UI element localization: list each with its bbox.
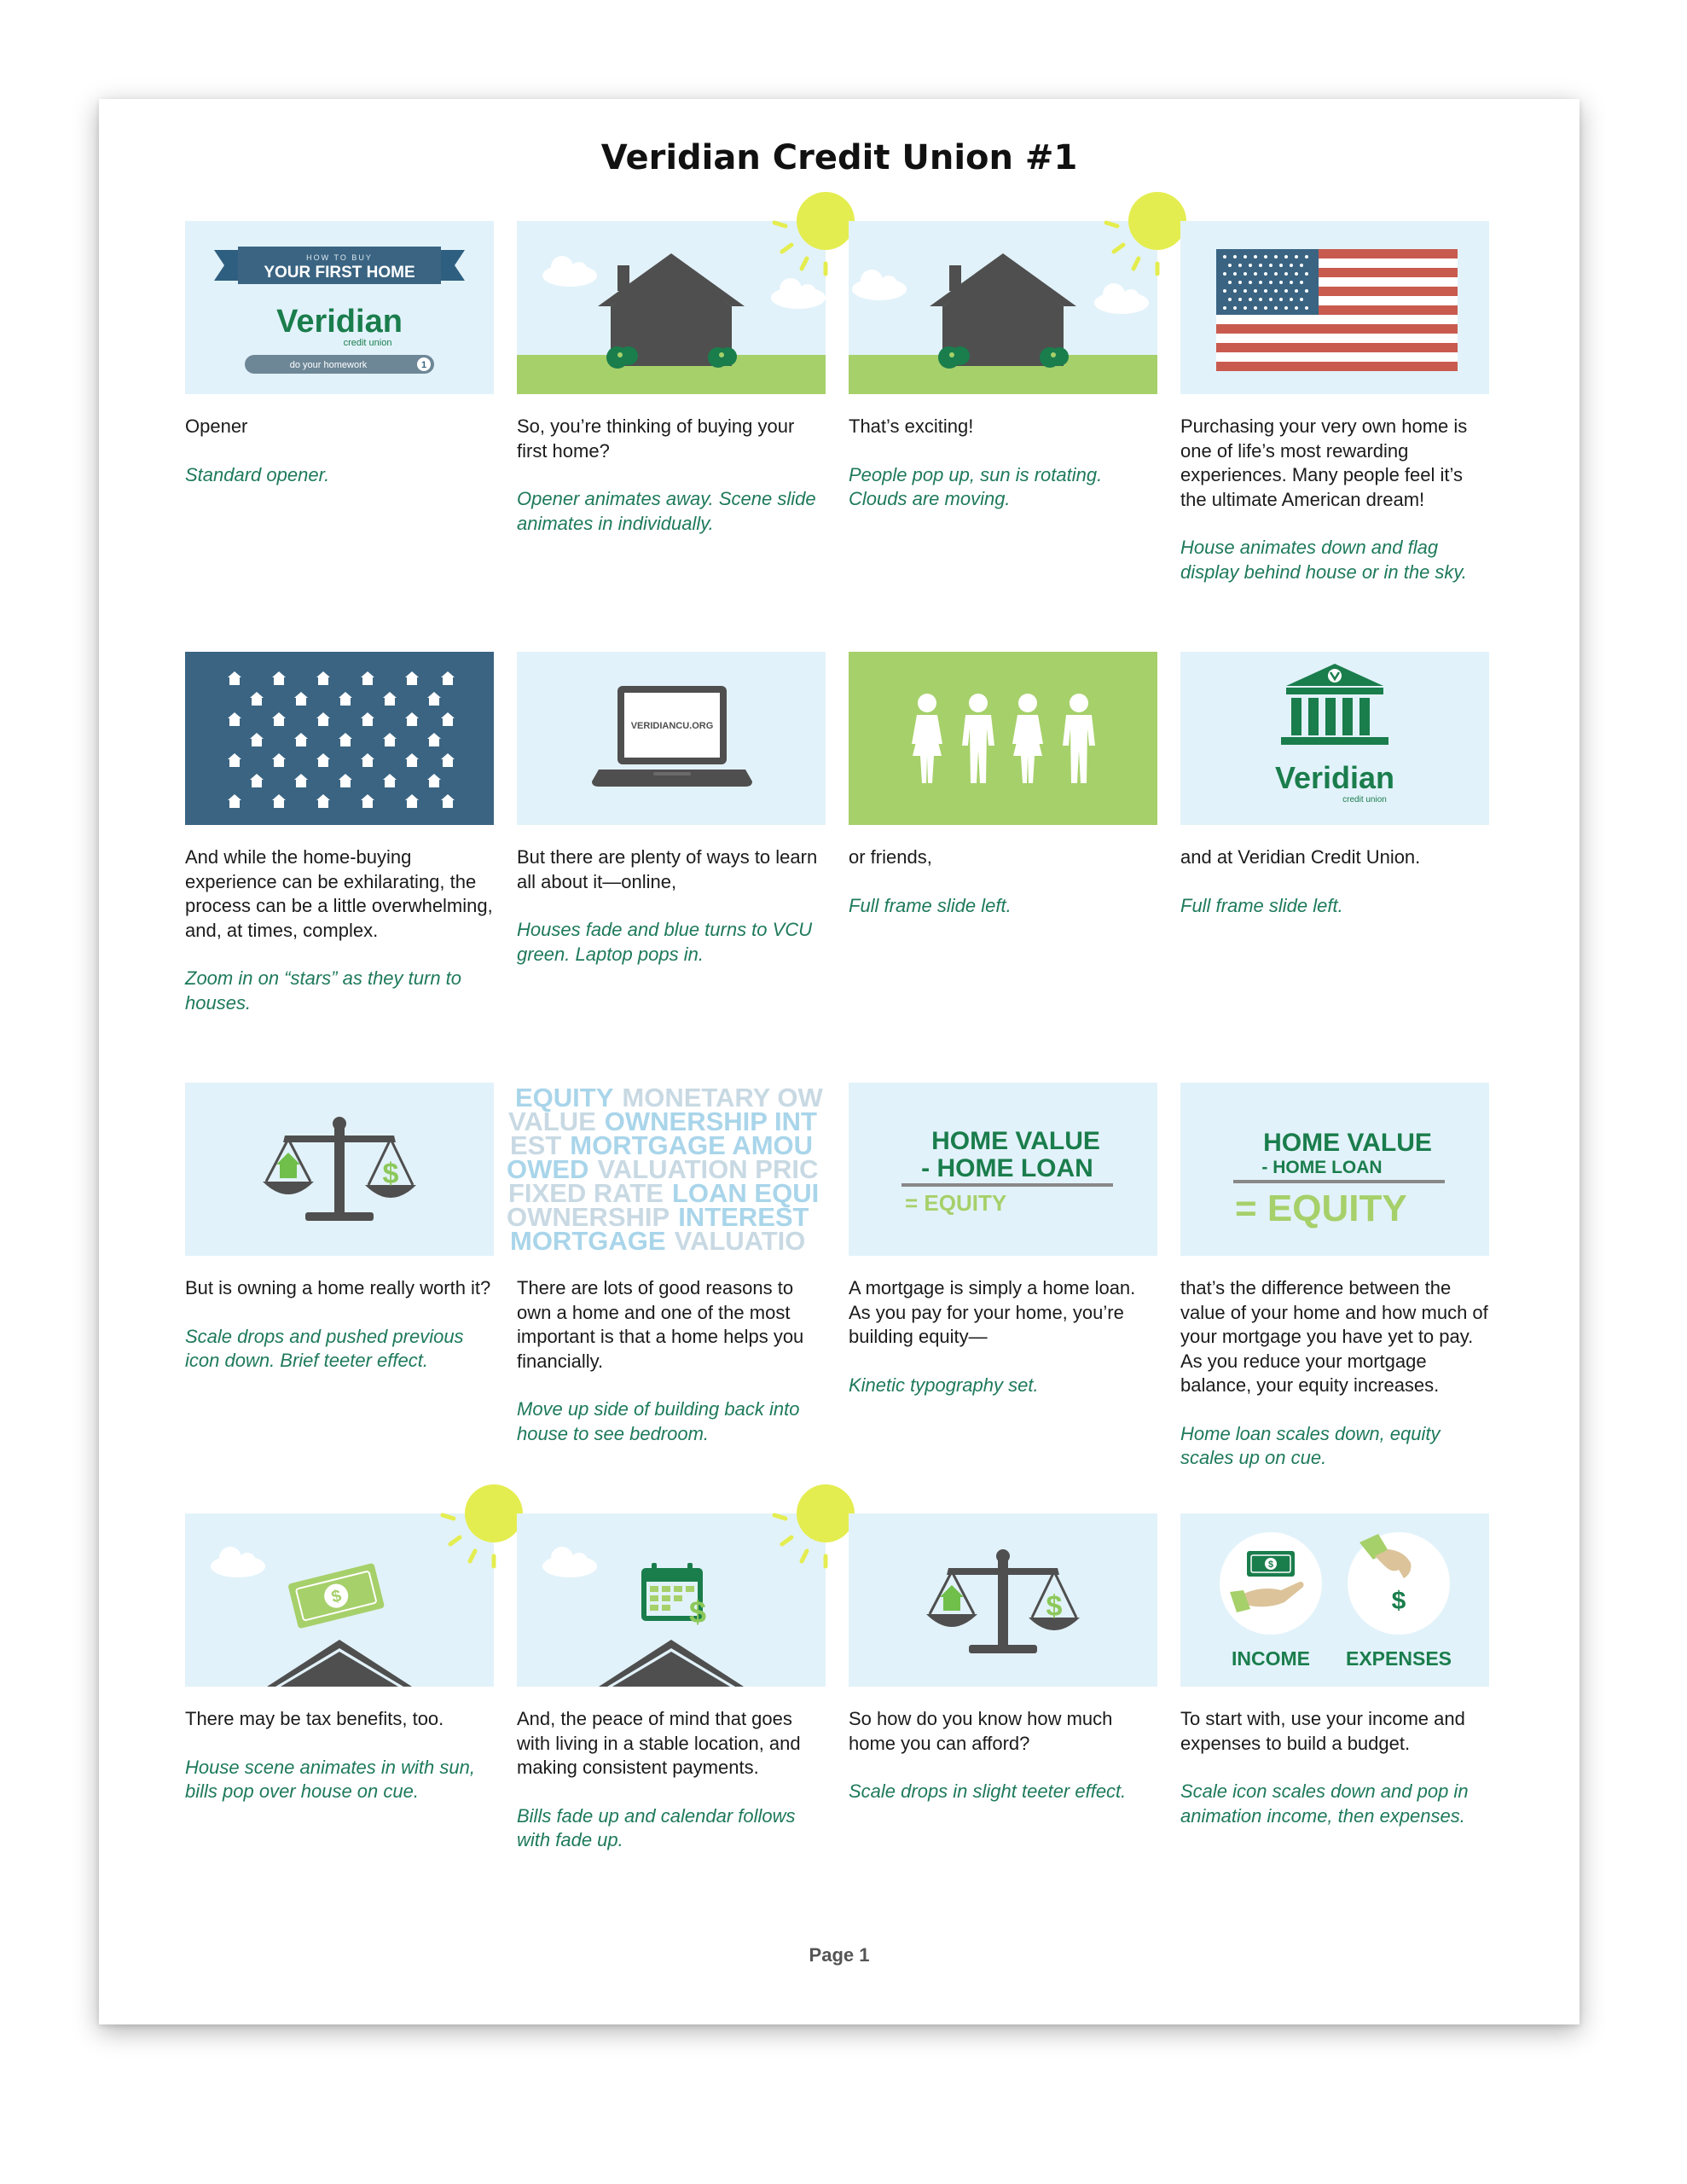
storyboard-page — [99, 99, 1580, 2024]
page-number: Page 1 — [809, 1944, 870, 1966]
frame-4-script: Purchasing your very own home is one of life’s most rewarding experiences. Many people feel it’s the ultimate American dream! — [1180, 415, 1468, 510]
american-flag-illustration — [1180, 221, 1489, 394]
frame-6-thumbnail — [517, 652, 826, 825]
laptop-url-text: VERIDIANCU.ORG — [630, 721, 714, 731]
svg-text:$: $ — [688, 1594, 707, 1629]
opener-pill-number: 1 — [420, 360, 427, 370]
veridian-logo-text: Veridian — [1274, 760, 1395, 795]
opener-banner-large-text: YOUR FIRST HOME — [264, 264, 415, 282]
frame-12-script: that’s the difference between the value of your home and how much of your mortgage you have yet to pay. As you reduce your mortgage balance, your equity increases. — [1180, 1277, 1488, 1396]
frame-2-thumbnail — [517, 221, 826, 394]
storyboard-frame-7 — [849, 652, 1157, 918]
house-scene-illustration — [517, 221, 826, 394]
frame-7-script: or friends, — [849, 846, 932, 868]
storyboard-frame-14 — [517, 1513, 826, 1853]
storyboard-frame-12 — [1180, 1083, 1489, 1471]
page-title: Veridian Credit Union #1 — [600, 138, 1078, 177]
frame-13-note: House scene animates in with sun, bills pop over house on cue. — [185, 1756, 475, 1802]
frame-14-thumbnail — [517, 1513, 826, 1687]
calendar-illustration — [517, 1513, 826, 1687]
word-cloud-line-1: EQUITY MONETARY OW — [515, 1083, 823, 1112]
house-scene-illustration — [849, 221, 1157, 394]
frame-7-thumbnail — [849, 652, 1157, 825]
frame-11-thumbnail — [849, 1083, 1157, 1256]
frame-15-script: So how do you know how much home you can afford? — [849, 1708, 1113, 1754]
opener-title-card-illustration — [185, 221, 494, 394]
veridian-logo-subtext: credit union — [343, 338, 392, 348]
svg-text:$: $ — [1391, 1587, 1406, 1615]
frame-8-note: Full frame slide left. — [1180, 894, 1343, 916]
frame-11-note: Kinetic typography set. — [849, 1374, 1039, 1396]
frame-4-note: House animates down and flag display behind house or in the sky. — [1180, 537, 1467, 583]
equation-line-3: = EQUITY — [905, 1190, 1007, 1216]
equity-equation-illustration — [849, 1083, 1157, 1256]
word-cloud-line-3: EST MORTGAGE AMOU — [510, 1130, 814, 1160]
scale-illustration — [185, 1083, 494, 1256]
frame-10-thumbnail — [507, 1083, 826, 1256]
laptop-illustration — [517, 652, 826, 825]
svg-text:$: $ — [329, 1586, 344, 1607]
friends-illustration — [849, 652, 1157, 825]
frame-8-script: and at Veridian Credit Union. — [1180, 846, 1421, 868]
frame-7-note: Full frame slide left. — [849, 894, 1012, 916]
equation-line-1: HOME VALUE — [1263, 1129, 1432, 1157]
veridian-logo-text: Veridian — [276, 304, 403, 340]
bank-illustration — [1180, 652, 1489, 825]
frame-10-script: There are lots of good reasons to own a home and one of the most important is that a home helps you financially. — [517, 1277, 804, 1372]
frame-15-thumbnail — [849, 1513, 1157, 1687]
storyboard-frame-6 — [517, 652, 826, 967]
frame-14-script: And, the peace of mind that goes with living in a stable location, and making consistent payments. — [517, 1708, 801, 1778]
storyboard-frame-15 — [849, 1513, 1157, 1804]
frame-5-note: Zoom in on “stars” as they turn to houses. — [185, 967, 462, 1014]
storyboard-frame-8 — [1180, 652, 1489, 918]
equation-line-3: = EQUITY — [1235, 1188, 1407, 1229]
frame-12-note: Home loan scales down, equity scales up on cue. — [1180, 1422, 1441, 1468]
word-cloud-line-6: OWNERSHIP INTEREST — [507, 1202, 809, 1232]
storyboard-frame-1 — [185, 221, 494, 487]
frame-12-thumbnail — [1180, 1083, 1489, 1256]
frame-2-script: So, you’re thinking of buying your first home? — [517, 415, 795, 462]
tax-benefits-illustration — [185, 1513, 494, 1687]
frame-16-script: To start with, use your income and expenses to build a budget. — [1180, 1708, 1465, 1754]
frame-16-thumbnail — [1180, 1513, 1489, 1687]
frame-5-script: And while the home-buying experience can be exhilarating, the process can be a little overwhelming, and, at times, complex. — [185, 846, 493, 941]
svg-text:$: $ — [1267, 1560, 1274, 1570]
storyboard-frame-13 — [185, 1513, 494, 1804]
frame-6-note: Houses fade and blue turns to VCU green. Laptop pops in. — [517, 919, 813, 965]
equation-line-1: HOME VALUE — [931, 1127, 1100, 1155]
word-cloud-illustration — [507, 1083, 826, 1256]
frame-1-script: Opener — [185, 415, 248, 437]
frame-3-script: That’s exciting! — [849, 415, 974, 437]
frame-6-script: But there are plenty of ways to learn all about it—online, — [517, 846, 818, 892]
equation-line-2: - HOME LOAN — [1261, 1158, 1383, 1177]
budget-illustration — [1180, 1513, 1489, 1687]
expenses-label: EXPENSES — [1346, 1647, 1452, 1670]
opener-pill-text: do your homework — [289, 360, 368, 370]
frame-16-note: Scale icon scales down and pop in animation income, then expenses. — [1180, 1780, 1469, 1827]
opener-banner-small-text: HOW TO BUY — [306, 253, 373, 262]
word-cloud-line-5: FIXED RATE LOAN EQUI — [508, 1178, 820, 1208]
frame-5-thumbnail — [185, 652, 494, 825]
word-cloud-line-7: MORTGAGE VALUATIO — [510, 1226, 806, 1256]
word-cloud-line-2: VALUE OWNERSHIP INT — [508, 1107, 817, 1136]
storyboard-frame-5 — [185, 652, 494, 1015]
income-label: INCOME — [1232, 1647, 1310, 1670]
frame-13-thumbnail — [185, 1513, 494, 1687]
frame-4-thumbnail — [1180, 221, 1489, 394]
storyboard-frame-9 — [185, 1083, 494, 1374]
frame-11-script: A mortgage is simply a home loan. As you pay for your home, you’re building equity— — [849, 1277, 1136, 1347]
storyboard-frame-16 — [1180, 1513, 1489, 1828]
frame-1-note: Standard opener. — [185, 463, 330, 485]
storyboard-frame-10 — [507, 1083, 826, 1446]
storyboard-frame-2 — [517, 221, 826, 536]
storyboard-frame-4 — [1180, 221, 1489, 584]
veridian-logo-subtext: credit union — [1342, 795, 1387, 804]
storyboard-frame-3 — [849, 221, 1157, 512]
scale-illustration — [849, 1513, 1157, 1687]
word-cloud-line-4: OWED VALUATION PRIC — [507, 1154, 819, 1184]
frame-2-note: Opener animates away. Scene slide animates in individually. — [517, 488, 816, 534]
frame-9-thumbnail — [185, 1083, 494, 1256]
frame-1-thumbnail — [185, 221, 494, 394]
storyboard-frame-11 — [849, 1083, 1157, 1397]
frame-9-note: Scale drops and pushed previous icon down. Brief teeter effect. — [185, 1325, 464, 1371]
equity-equation-illustration — [1180, 1083, 1489, 1256]
frame-9-script: But is owning a home really worth it? — [185, 1277, 491, 1298]
frame-3-thumbnail — [849, 221, 1157, 394]
frame-3-note: People pop up, sun is rotating. Clouds are moving. — [849, 463, 1103, 509]
frame-8-thumbnail — [1180, 652, 1489, 825]
house-stars-illustration — [185, 652, 494, 825]
frame-15-note: Scale drops in slight teeter effect. — [849, 1780, 1127, 1802]
frame-14-note: Bills fade up and calendar follows with fade up. — [517, 1804, 796, 1850]
equation-line-2: - HOME LOAN — [921, 1154, 1093, 1182]
frame-10-note: Move up side of building back into house to see bedroom. — [517, 1398, 800, 1444]
frame-13-script: There may be tax benefits, too. — [185, 1708, 444, 1729]
calendar-icon — [641, 1563, 706, 1629]
